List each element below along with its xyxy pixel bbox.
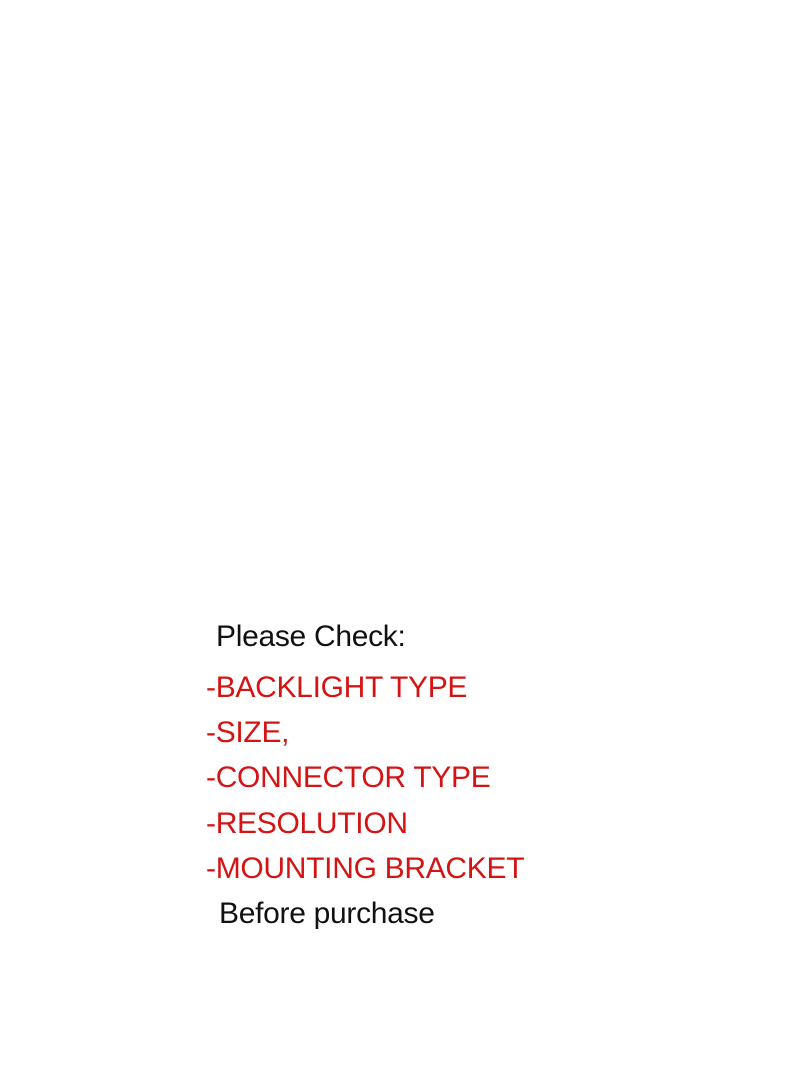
check-item-backlight-type: -BACKLIGHT TYPE [206, 671, 468, 704]
notice-footer: Before purchase [219, 897, 435, 930]
check-item-size: -SIZE, [206, 716, 290, 749]
notice-heading: Please Check: [216, 620, 406, 653]
check-item-mounting-bracket: -MOUNTING BRACKET [206, 852, 525, 885]
check-item-connector-type: -CONNECTOR TYPE [206, 761, 491, 794]
check-item-resolution: -RESOLUTION [206, 807, 408, 840]
